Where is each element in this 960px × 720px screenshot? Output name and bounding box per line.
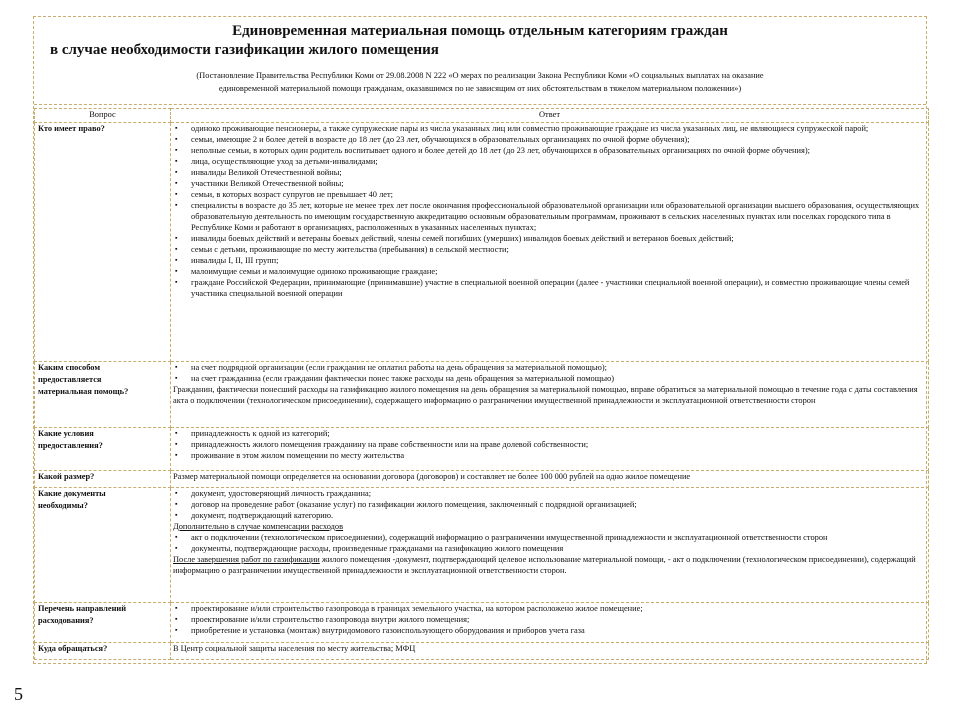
- question-text: Куда обращаться?: [38, 644, 108, 653]
- list-item: ▪ на счет гражданина (если гражданин фактически понес также расходы на день обращения за материальной помощью): [173, 373, 926, 384]
- column-header-answer: Ответ: [171, 109, 929, 123]
- decree-line: (Постановление Правительства Республики Коми от 29.08.2008 N 222 «О мерах по реализации Закона Республики Коми «О социальных выплатах на оказание: [196, 71, 764, 80]
- page-subtitle: в случае необходимости газификации жилого помещения: [50, 42, 439, 58]
- answer-text: Гражданин, фактически понесший расходы на газификацию жилого помещения на день обращения за материальной помощью, вправе обратиться за материальной помощью в течение года с даты составления акта о подключении (технологическом присоединении), содержащего информацию о разграничении имущественной принадлежности и эксплуатационной ответственности сторон: [173, 385, 918, 405]
- table-row: [35, 471, 929, 488]
- answer-text: В Центр социальной защиты населения по месту жительства; МФЦ: [173, 644, 416, 653]
- answer-cell: [171, 488, 929, 603]
- list-item: ▪ договор на проведение работ (оказание услуг) по газификации жилого помещения, заключенный с подрядной организацией;: [173, 499, 926, 510]
- bullet-list: [173, 488, 926, 521]
- list-item: ▪ специалисты в возрасте до 35 лет, которые не менее трех лет после окончания профессиональной образовательной организации или образовательной организации высшего образования, осуществляющих образовательную деятельность по имеющим государственную аккредитацию основным образовательным программам, проживают в сельских населенных пунктах или поселках городского типа в Республике Коми и работают в организациях, расположенных в указанных населенных пунктах;: [173, 200, 926, 233]
- list-item: ▪ неполные семьи, в которых один родитель воспитывает одного и более детей до 18 лет (до 23 лет, обучающихся в образовательных организациях по очной форме обучения);: [173, 145, 926, 156]
- list-item: ▪ на счет подрядной организации (если гражданин не оплатил работы на день обращения за материальной помощью);: [173, 362, 926, 373]
- question-cell: [35, 643, 171, 660]
- underlined-phrase: После завершения работ по газификации: [173, 555, 320, 564]
- page-number: 5: [14, 684, 23, 704]
- column-header-question: Вопрос: [35, 109, 171, 123]
- question-text: предоставляется: [38, 375, 102, 384]
- question-text: Какие условия: [38, 429, 94, 438]
- question-text: Перечень направлений: [38, 604, 127, 613]
- question-text: Какие документы: [38, 489, 106, 498]
- list-item: ▪ документы, подтверждающие расходы, произведенные гражданами на газификацию жилого помещения: [173, 543, 926, 554]
- table-row: [35, 488, 929, 603]
- question-cell: [35, 123, 171, 362]
- table-row: [35, 362, 929, 428]
- bullet-list: [173, 123, 926, 299]
- answer-cell: [171, 603, 929, 643]
- list-item: ▪ граждане Российской Федерации, принимающие (принимавшие) участие в специальной военной операции (далее - участники специальной военной операции), и совместно проживающие члены семей участника специальной военной операции: [173, 277, 926, 299]
- list-item: ▪ лица, осуществляющие уход за детьми-инвалидами;: [173, 156, 926, 167]
- question-text: расходования?: [38, 616, 94, 625]
- list-item: ▪ семьи с детьми, проживающие по месту жительства (пребывания) в сельской местности;: [173, 244, 926, 255]
- list-item: ▪ семьи, имеющие 2 и более детей в возрасте до 18 лет (до 23 лет, обучающихся в образовательных организациях по очной форме обучения);: [173, 134, 926, 145]
- list-item: ▪ проектирование и/или строительство газопровода в границах земельного участка, на котором расположено жилое помещение;: [173, 603, 926, 614]
- answer-cell: [171, 362, 929, 428]
- list-item: ▪ семьи, в которых возраст супругов не превышает 40 лет;: [173, 189, 926, 200]
- table-row: [35, 603, 929, 643]
- answer-cell: [171, 471, 929, 488]
- answer-cell: [171, 123, 929, 362]
- question-text: Какой размер?: [38, 472, 95, 481]
- list-item: ▪ инвалиды Великой Отечественной войны;: [173, 167, 926, 178]
- subheading: Дополнительно в случае компенсации расходов: [173, 522, 344, 531]
- answer-text: Размер материальной помощи определяется на основании договора (договоров) и составляет не более 100 000 рублей на одно жилое помещение: [173, 472, 691, 481]
- list-item: ▪ приобретение и установка (монтаж) внутридомового газоиспользующего оборудования и приборов учета газа: [173, 625, 926, 636]
- bullet-list: [173, 362, 926, 384]
- list-item: ▪ проживание в этом жилом помещении по месту жительства: [173, 450, 926, 461]
- document-header: [34, 17, 926, 105]
- table-row: [35, 123, 929, 362]
- bullet-list: [173, 603, 926, 636]
- question-cell: [35, 362, 171, 428]
- question-cell: [35, 471, 171, 488]
- list-item: ▪ принадлежность жилого помещения гражданину на праве собственности или на праве долевой собственности;: [173, 439, 926, 450]
- table-header-row: [35, 109, 929, 123]
- list-item: ▪ документ, удостоверяющий личность гражданина;: [173, 488, 926, 499]
- list-item: ▪ инвалиды боевых действий и ветераны боевых действий, члены семей погибших (умерших) инвалидов боевых действий и ветеранов боевых действий;: [173, 233, 926, 244]
- page-title: Единовременная материальная помощь отдельным категориям граждан: [232, 23, 728, 39]
- question-text: Кто имеет право?: [38, 124, 105, 133]
- table-row: [35, 428, 929, 471]
- answer-text: [173, 554, 926, 576]
- list-item: ▪ документ, подтверждающий категорию.: [173, 510, 926, 521]
- list-item: ▪ проектирование и/или строительство газопровода внутри жилого помещения;: [173, 614, 926, 625]
- answer-cell: [171, 428, 929, 471]
- answer-text-rest: жилого помещения -документ, подтверждающий целевое использование материальной помощи, - акт о подключении (технологическом присоединении), содержащий информацию о разграничении имущественной принадлежности и эксплуатационной ответственности сторон.: [173, 555, 916, 575]
- question-text: необходимы?: [38, 501, 88, 510]
- list-item: ▪ одиноко проживающие пенсионеры, а также супружеские пары из числа указанных лиц или совместно проживающие граждане из числа указанных лиц, не являющиеся супружеской парой;: [173, 123, 926, 134]
- table-row: [35, 643, 929, 660]
- decree-reference: [90, 69, 870, 95]
- question-cell: [35, 603, 171, 643]
- document-sheet: [33, 16, 927, 664]
- qa-table: [34, 108, 929, 660]
- question-text: материальная помощь?: [38, 387, 129, 396]
- decree-line: единовременной материальной помощи гражданам, оказавшимся по не зависящим от них обстоятельствам в тяжелом материальном положении»): [218, 84, 742, 93]
- question-text: предоставления?: [38, 441, 103, 450]
- list-item: ▪ принадлежность к одной из категорий;: [173, 428, 926, 439]
- list-item: ▪ малоимущие семьи и малоимущие одиноко проживающие граждане;: [173, 266, 926, 277]
- bullet-list: [173, 428, 926, 461]
- question-text: Каким способом: [38, 363, 101, 372]
- question-cell: [35, 488, 171, 603]
- list-item: ▪ участники Великой Отечественной войны;: [173, 178, 926, 189]
- bullet-list: [173, 532, 926, 554]
- answer-cell: [171, 643, 929, 660]
- list-item: ▪ акт о подключении (технологическом присоединении), содержащий информацию о разграничении имущественной принадлежности и эксплуатационной ответственности сторон: [173, 532, 926, 543]
- list-item: ▪ инвалиды I, II, III групп;: [173, 255, 926, 266]
- question-cell: [35, 428, 171, 471]
